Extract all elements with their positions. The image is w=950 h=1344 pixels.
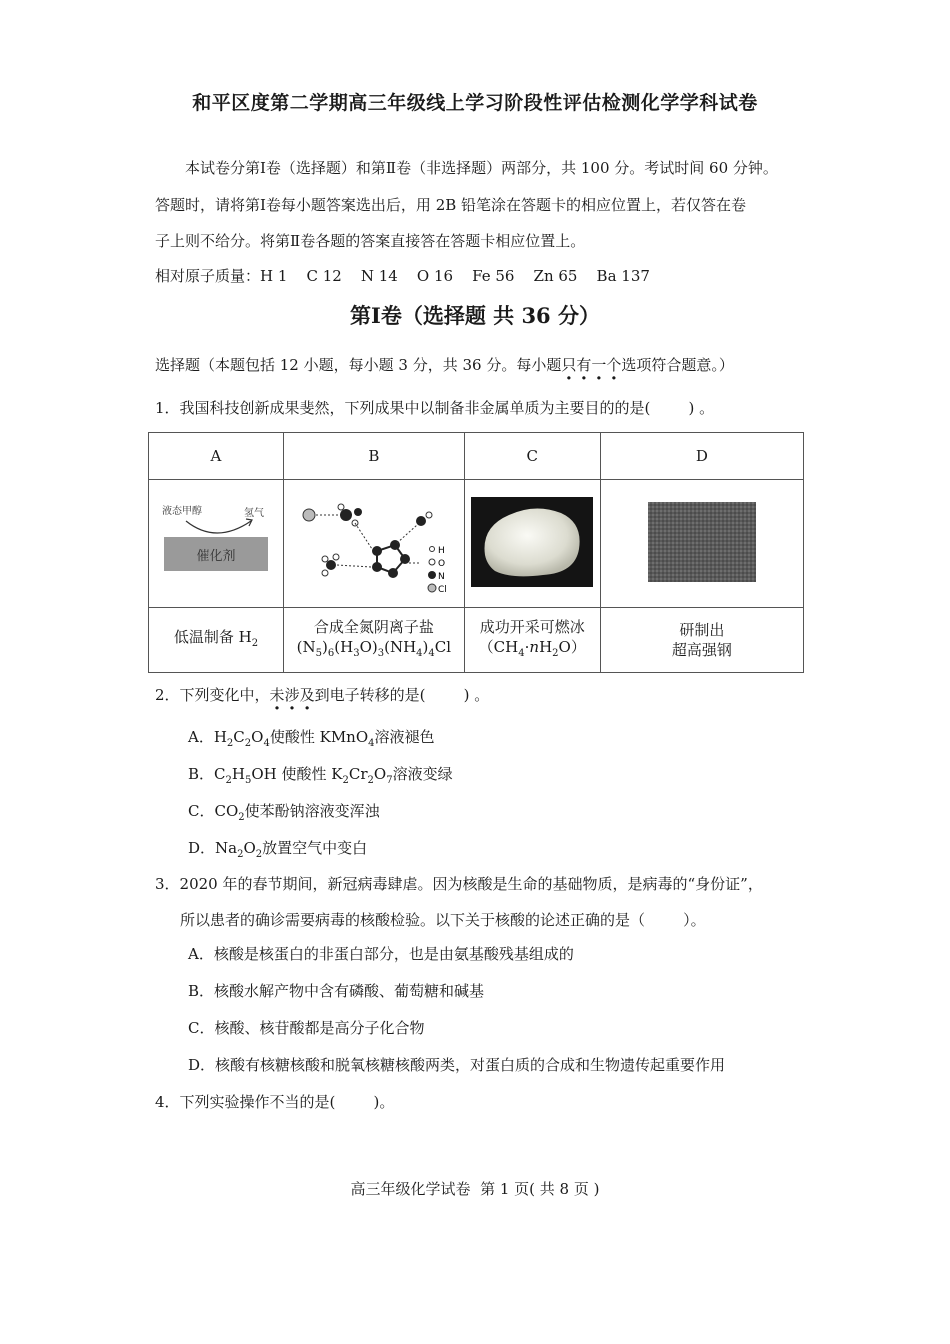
question-4-stem: 4．下列实验操作不当的是( )。 [155, 1093, 395, 1111]
legend-o: O [437, 558, 445, 569]
question-3-line-2: 所以患者的确诊需要病毒的核酸检验。以下关于核酸的论述正确的是（ ）。 [180, 911, 706, 929]
header-d: D [600, 433, 803, 480]
question-1-stem: 1．我国科技创新成果斐然，下列成果中以制备非金属单质为主要目的的是( ) 。 [155, 399, 715, 417]
q2-option-d: D．$Na_2O_2$放置空气中变白 [188, 839, 368, 860]
section-title: 第Ⅰ卷（选择题 共 36 分） [350, 303, 600, 328]
image-d-cell [600, 480, 803, 608]
caption-a: 低温制备 $H_2$ [149, 608, 284, 673]
header-b: B [283, 433, 464, 480]
steel-texture [648, 502, 756, 582]
q2-emphasis: 未涉及 [269, 686, 315, 704]
image-b-cell [283, 480, 464, 608]
hydrogen-label: 氢气 [243, 507, 264, 519]
instruction-post: 选项符合题意。） [621, 356, 734, 374]
q2-option-b: B．$C_2H_5OH$ 使酸性 $K_2Cr_2O_7$溶液变绿 [188, 765, 453, 786]
intro-line-1: 本试卷分第Ⅰ卷（选择题）和第Ⅱ卷（非选择题）两部分，共 100 分。考试时间 60 分钟。 [185, 159, 778, 177]
instruction-emphasis: 只有一个 [561, 356, 622, 374]
atomic-masses: 相对原子质量：H 1 C 12 N 14 O 16 Fe 56 Zn 65 Ba 137 [155, 267, 650, 285]
question-3-line-1: 3．2020 年的春节期间，新冠病毒肆虐。因为核酸是生命的基础物质，是病毒的“身份证”， [155, 875, 763, 893]
question-1-table [148, 432, 804, 673]
methanol-label: 液态甲醇 [161, 505, 202, 517]
header-a: A [149, 433, 284, 480]
page-footer: 高三年级化学试卷 第 1 页( 共 8 页 ) [350, 1180, 600, 1198]
molecule-diagram [289, 487, 459, 597]
intro-line-3: 子上则不给分。将第Ⅱ卷各题的答案直接答在答题卡相应位置上。 [155, 232, 586, 250]
q3-option-a: A．核酸是核蛋白的非蛋白部分，也是由氨基酸残基组成的 [188, 945, 574, 963]
caption-c: 成功开采可燃冰 $(CH_4\cdot nH_2O)$ [464, 608, 600, 673]
image-c-cell [464, 480, 600, 608]
legend-cl: Cl [437, 584, 447, 595]
instruction [155, 354, 734, 375]
reaction-arrow [186, 521, 251, 533]
n-atom [340, 509, 352, 521]
image-a-cell [149, 480, 284, 608]
cl-atom [303, 509, 315, 521]
page-title: 和平区度第二学期高三年级线上学习阶段性评估检测化学学科试卷 [192, 92, 758, 114]
q3-option-d: D．核酸有核糖核酸和脱氧核糖核酸两类，对蛋白质的合成和生物遗传起重要作用 [188, 1056, 726, 1074]
q3-option-c: C．核酸、核苷酸都是高分子化合物 [188, 1019, 425, 1037]
steel-photo [648, 502, 756, 582]
q2-option-a: A．$H_2C_2O_4$使酸性 KMnO$_4$溶液褪色 [188, 728, 435, 749]
catalyst-diagram [156, 497, 276, 587]
legend-h: H [437, 545, 445, 556]
caption-b: 合成全氮阴离子盐 $(N_5)_6(H_3O)_3(NH_4)_4Cl$ [283, 608, 464, 673]
intro-line-2: 答题时，请将第Ⅰ卷每小题答案选出后，用 2B 铅笔涂在答题卡的相应位置上，若仅答在卷 [155, 196, 747, 214]
header-c: C [464, 433, 600, 480]
legend-n: N [437, 571, 445, 582]
question-2-stem: 2．下列变化中，未涉及到电子转移的是( ) 。 [155, 686, 490, 704]
q3-option-b: B．核酸水解产物中含有磷酸、葡萄糖和碱基 [188, 982, 485, 1000]
caption-d: 研制出 超高强钢 [600, 608, 803, 673]
catalyst-label: 催化剂 [196, 548, 236, 564]
combustible-ice-photo [471, 497, 593, 587]
q2-option-c: C．$CO_2$使苯酚钠溶液变浑浊 [188, 802, 380, 823]
instruction-pre: 选择题（本题包括 12 小题，每小题 3 分，共 36 分。每小题 [155, 356, 562, 374]
